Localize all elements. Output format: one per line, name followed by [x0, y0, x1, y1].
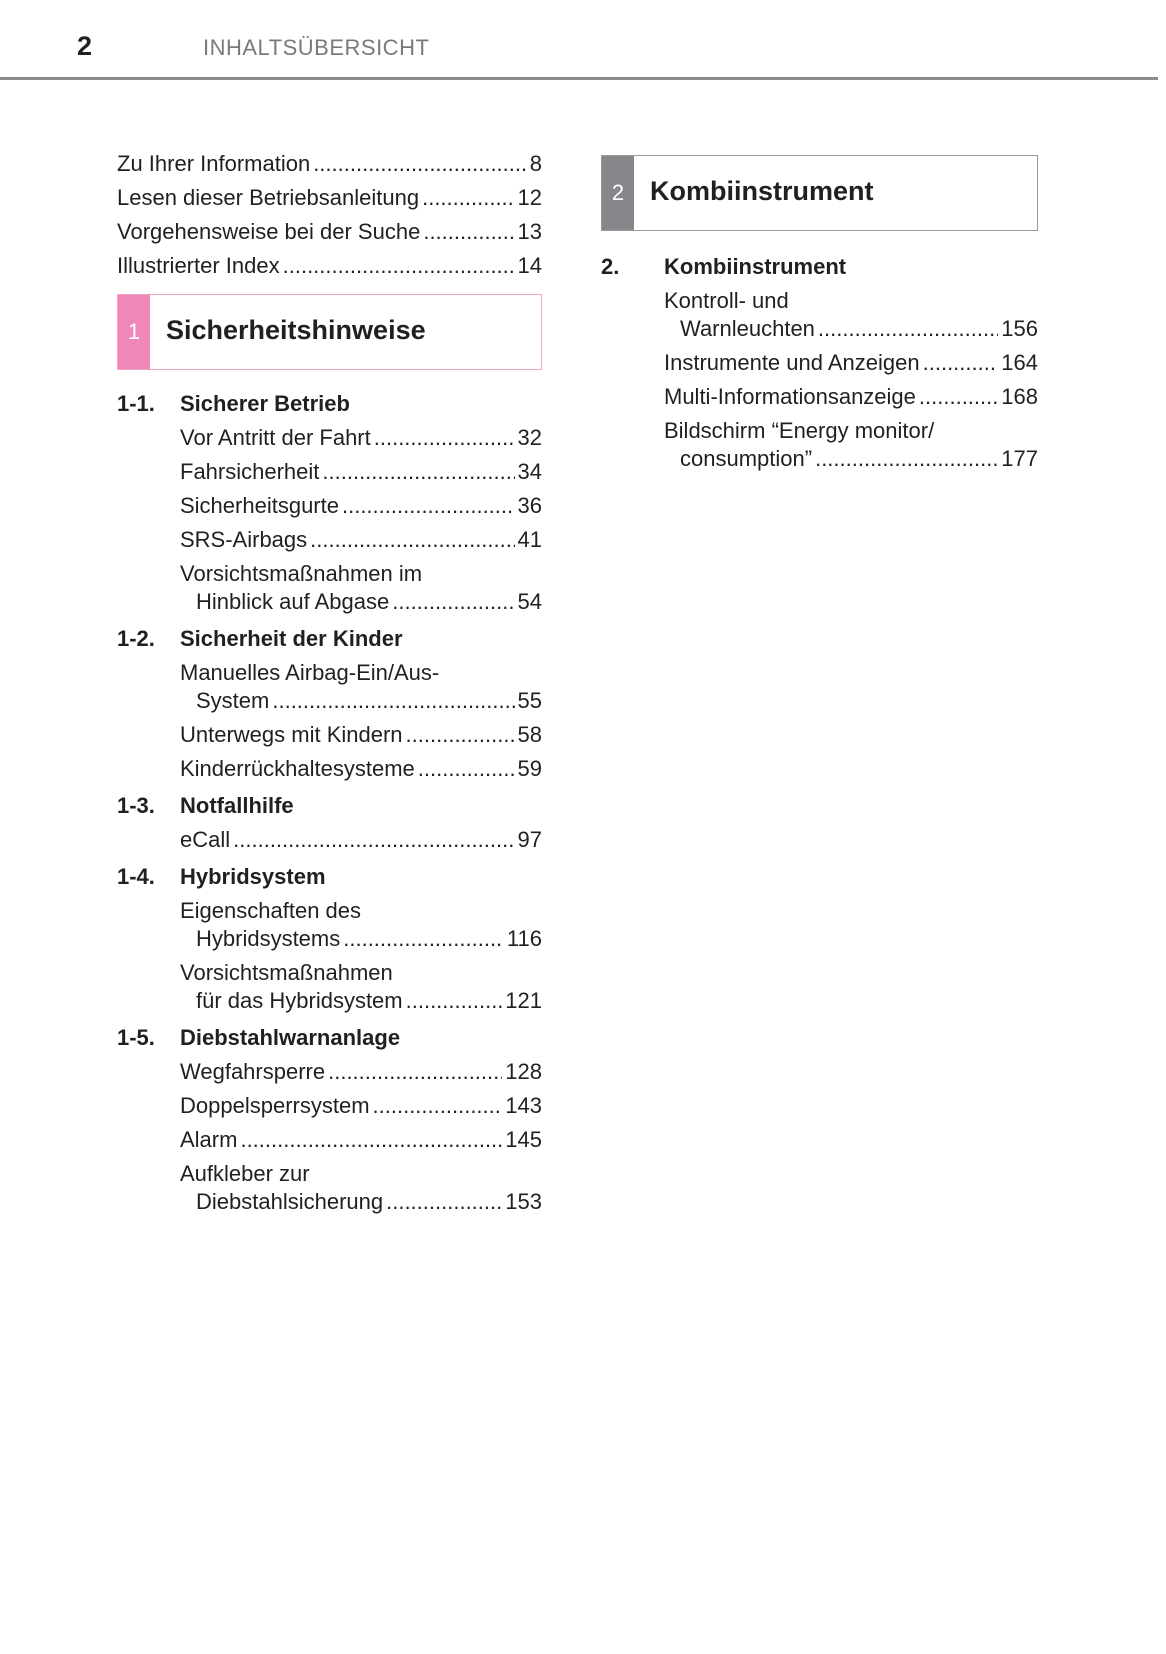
- leader-dots: [386, 1188, 502, 1216]
- toc-entry[interactable]: [180, 755, 542, 783]
- section-heading[interactable]: [117, 863, 542, 891]
- section-number: 1-1.: [117, 391, 155, 416]
- section-entries: [601, 287, 1038, 473]
- section-entries: [117, 659, 542, 783]
- header-rule: [0, 77, 1158, 80]
- chapter-2-sections: [601, 253, 1038, 473]
- section-heading[interactable]: [117, 390, 542, 418]
- entry-page: 128: [505, 1059, 542, 1084]
- toc-row: [180, 1126, 542, 1154]
- toc-row: [117, 184, 542, 212]
- page-header-title: INHALTSÜBERSICHT: [203, 35, 430, 60]
- leader-dots: [283, 252, 515, 280]
- chapter-1-sections: [117, 390, 542, 1216]
- section-number: 1-5.: [117, 1025, 155, 1050]
- entry-page: 116: [506, 926, 542, 951]
- entry-title: eCall: [180, 827, 231, 852]
- toc-entry[interactable]: [180, 526, 542, 554]
- entry-page: 121: [505, 988, 542, 1013]
- toc-entry[interactable]: [180, 424, 542, 452]
- toc-entry[interactable]: [664, 383, 1038, 411]
- entry-page: 177: [1001, 446, 1038, 471]
- section-title: Diebstahlwarnanlage: [180, 1025, 401, 1050]
- toc-entry[interactable]: [117, 252, 542, 280]
- leader-dots: [328, 1058, 502, 1086]
- entry-title: SRS-Airbags: [180, 527, 308, 552]
- entry-title: consumption”: [680, 446, 813, 471]
- entry-page: 58: [517, 722, 542, 747]
- leader-dots: [919, 383, 998, 411]
- toc-entry[interactable]: [180, 1092, 542, 1120]
- entry-page: 164: [1001, 350, 1038, 375]
- section-entries: [117, 424, 542, 616]
- toc-row: [664, 315, 1038, 343]
- leader-dots: [406, 987, 503, 1015]
- toc-row: [180, 1092, 542, 1120]
- toc-row: [180, 492, 542, 520]
- toc-entry[interactable]: [180, 1126, 542, 1154]
- entry-title: Warnleuchten: [680, 316, 815, 341]
- chapter-1-tab: 1: [118, 295, 150, 369]
- leader-dots: [392, 588, 514, 616]
- entry-title: Zu Ihrer Information: [117, 151, 311, 176]
- entry-title: Lesen dieser Betriebsanleitung: [117, 185, 420, 210]
- left-column: [117, 150, 542, 1222]
- chapter-2-tab: 2: [602, 156, 634, 230]
- entry-title: Vor Antritt der Fahrt: [180, 425, 371, 450]
- entry-page: 143: [505, 1093, 542, 1118]
- leader-dots: [374, 424, 515, 452]
- entry-title: System: [196, 688, 270, 713]
- entry-title: Diebstahlsicherung: [196, 1189, 384, 1214]
- leader-dots: [322, 458, 514, 486]
- entry-page: 32: [517, 425, 542, 450]
- entry-page: 34: [517, 459, 542, 484]
- toc-entry[interactable]: [664, 287, 1038, 343]
- entry-page: 168: [1001, 384, 1038, 409]
- toc-entry[interactable]: [180, 897, 542, 953]
- toc-entry[interactable]: [180, 1160, 542, 1216]
- leader-dots: [313, 150, 527, 178]
- toc-row: [180, 1188, 542, 1216]
- leader-dots: [310, 526, 514, 554]
- leader-dots: [272, 687, 514, 715]
- toc-entry[interactable]: [180, 1058, 542, 1086]
- entry-title: Vorgehensweise bei der Suche: [117, 219, 421, 244]
- entry-title: Vorsichtsmaßnahmen: [180, 960, 393, 985]
- entry-title: Sicherheitsgurte: [180, 493, 339, 518]
- section-entries: [117, 826, 542, 854]
- entry-page: 41: [517, 527, 542, 552]
- toc-row: [180, 588, 542, 616]
- leader-dots: [373, 1092, 503, 1120]
- entry-page: 97: [517, 827, 542, 852]
- chapter-2-header[interactable]: [601, 155, 1038, 231]
- entry-page: 8: [529, 151, 542, 176]
- section-number: 1-4.: [117, 864, 155, 889]
- section-title: Kombiinstrument: [664, 254, 847, 279]
- section-heading[interactable]: [117, 1024, 542, 1052]
- leader-dots: [422, 184, 514, 212]
- entry-title: Eigenschaften des: [180, 898, 362, 923]
- toc-row: [180, 826, 542, 854]
- toc-entry[interactable]: [180, 560, 542, 616]
- section-entries: [117, 1058, 542, 1216]
- toc-row: [180, 526, 542, 554]
- section-title: Hybridsystem: [180, 864, 326, 889]
- toc-row: [180, 987, 542, 1015]
- entry-page: 59: [517, 756, 542, 781]
- toc-entry[interactable]: [180, 659, 542, 715]
- section-title: Sicherer Betrieb: [180, 391, 350, 416]
- entry-page: 156: [1001, 316, 1038, 341]
- entry-page: 145: [505, 1127, 542, 1152]
- entry-title: Kontroll- und: [664, 288, 789, 313]
- leader-dots: [233, 826, 514, 854]
- section-title: Notfallhilfe: [180, 793, 294, 818]
- toc-entry[interactable]: [180, 959, 542, 1015]
- entry-page: 36: [517, 493, 542, 518]
- entry-title: Vorsichtsmaßnahmen im: [180, 561, 423, 586]
- toc-row: [117, 218, 542, 246]
- toc-row: [117, 252, 542, 280]
- entry-page: 54: [517, 589, 542, 614]
- page-number: 2: [77, 31, 93, 61]
- leader-dots: [923, 349, 999, 377]
- chapter-2-title: Kombiinstrument: [650, 176, 874, 206]
- entry-title: Hinblick auf Abgase: [196, 589, 390, 614]
- leader-dots: [418, 755, 515, 783]
- toc-row: [117, 150, 542, 178]
- entry-page: 14: [517, 253, 542, 278]
- leader-dots: [343, 925, 504, 953]
- entry-title: Fahrsicherheit: [180, 459, 320, 484]
- section-entries: [117, 897, 542, 1015]
- entry-page: 12: [517, 185, 542, 210]
- toc-row: [180, 755, 542, 783]
- leader-dots: [342, 492, 515, 520]
- toc-row: [180, 1058, 542, 1086]
- toc-row: [664, 445, 1038, 473]
- entry-title: Manuelles Airbag-Ein/Aus-: [180, 660, 440, 685]
- section-title: Sicherheit der Kinder: [180, 626, 403, 651]
- entry-title: Multi-Informationsanzeige: [664, 384, 916, 409]
- toc-row: [664, 383, 1038, 411]
- section-number: 2.: [601, 254, 620, 279]
- chapter-1-header[interactable]: [117, 294, 542, 370]
- leader-dots: [815, 445, 998, 473]
- entry-title: Instrumente und Anzeigen: [664, 350, 920, 375]
- section-heading[interactable]: [601, 253, 1038, 281]
- toc-row: [180, 687, 542, 715]
- entry-title: Illustrierter Index: [117, 253, 280, 278]
- section-number: 1-3.: [117, 793, 155, 818]
- toc-entry[interactable]: [180, 492, 542, 520]
- entry-title: Bildschirm “Energy monitor/: [664, 418, 935, 443]
- entry-page: 55: [517, 688, 542, 713]
- entry-title: Unterwegs mit Kindern: [180, 722, 403, 747]
- leader-dots: [240, 1126, 502, 1154]
- entry-title: Wegfahrsperre: [180, 1059, 326, 1084]
- toc-entry[interactable]: [664, 349, 1038, 377]
- toc-entry[interactable]: [117, 150, 542, 178]
- toc-row: [664, 349, 1038, 377]
- entry-title: für das Hybridsystem: [196, 988, 403, 1013]
- section-number: 1-2.: [117, 626, 155, 651]
- entry-title: Hybridsystems: [196, 926, 341, 951]
- toc-entry[interactable]: [180, 826, 542, 854]
- entry-title: Aufkleber zur: [180, 1161, 310, 1186]
- entry-page: 13: [517, 219, 542, 244]
- toc-entry[interactable]: [664, 417, 1038, 473]
- entry-title: Alarm: [180, 1127, 238, 1152]
- right-column: [601, 155, 1038, 479]
- entry-title: Doppelsperrsystem: [180, 1093, 370, 1118]
- intro-entries: [117, 150, 542, 280]
- chapter-1-title: Sicherheitshinweise: [166, 315, 426, 345]
- leader-dots: [818, 315, 998, 343]
- leader-dots: [406, 721, 515, 749]
- leader-dots: [423, 218, 514, 246]
- entry-title: Kinderrückhaltesysteme: [180, 756, 415, 781]
- toc-entry[interactable]: [117, 184, 542, 212]
- section-heading[interactable]: [117, 625, 542, 653]
- section-heading[interactable]: [117, 792, 542, 820]
- toc-entry[interactable]: [117, 218, 542, 246]
- toc-row: [180, 721, 542, 749]
- toc-row: [180, 458, 542, 486]
- toc-entry[interactable]: [180, 721, 542, 749]
- toc-row: [180, 424, 542, 452]
- toc-row: [180, 925, 542, 953]
- toc-entry[interactable]: [180, 458, 542, 486]
- entry-page: 153: [505, 1189, 542, 1214]
